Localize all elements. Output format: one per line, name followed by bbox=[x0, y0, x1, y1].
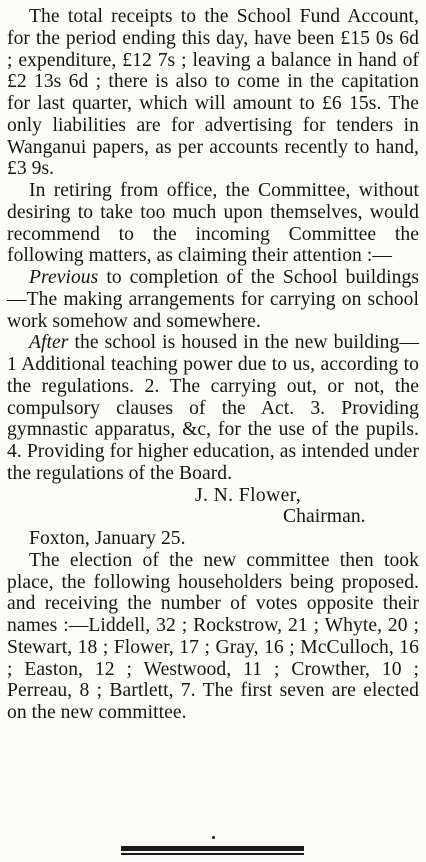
after-text: the school is housed in the new building—1 Additional teaching power due to us, according to the regulations. 2. The carrying out, or not, the compulsory clauses of the Act. 3. Providing gymnastic apparatus, &c, for the use of the pupils. 4. Providing for higher education, as intended under the regulations of the Board. bbox=[7, 332, 419, 484]
divider-thin-rule bbox=[121, 853, 304, 855]
previous-lead: Previous bbox=[29, 267, 99, 288]
election-paragraph: The election of the new committee then took place, the following householders being proposed. and receiving the number of votes opposite their names :—Liddell, 32 ; Rockstrow, 21 ; Whyte, 20 ; Stewart, 18 ; Flower, 17 ; Gray, 16 ; McCulloch, 16 ; Easton, 12 ; Westwood, 11 ; Crowther, 10 ; Perreau, 8 ; Bartlett, 7. The first seven are elected on the new committee. bbox=[7, 549, 419, 723]
previous-text: to completion of the School buildings—The making arrangements for carrying on school work somehow and somewhere. bbox=[7, 267, 419, 332]
signature-title: Chairman. bbox=[283, 506, 366, 528]
section-divider bbox=[121, 846, 304, 855]
retiring-paragraph: In retiring from office, the Committee, without desiring to take too much upon themselves, would recommend to the incoming Committee the following matters, as claiming their attention :— bbox=[7, 180, 419, 267]
dateline: Foxton, January 25. bbox=[29, 528, 186, 549]
after-lead: After bbox=[29, 332, 69, 354]
rule-ornament-dot bbox=[212, 836, 215, 839]
article-column bbox=[7, 6, 419, 724]
previous-paragraph bbox=[7, 267, 419, 332]
receipts-paragraph: The total receipts to the School Fund Account, for the period ending this day, have been £15 0s 6d ; expenditure, £12 7s ; leaving a balance in hand of £2 13s 6d ; there is also to come in the capitation for last quarter, which will amount to £6 15s. The only liabilities are for advertising for tenders in Wanganui papers, as per accounts recently to hand, £3 9s. bbox=[7, 6, 419, 180]
after-paragraph bbox=[7, 332, 419, 484]
signature-name: J. N. Flower, bbox=[195, 484, 302, 506]
